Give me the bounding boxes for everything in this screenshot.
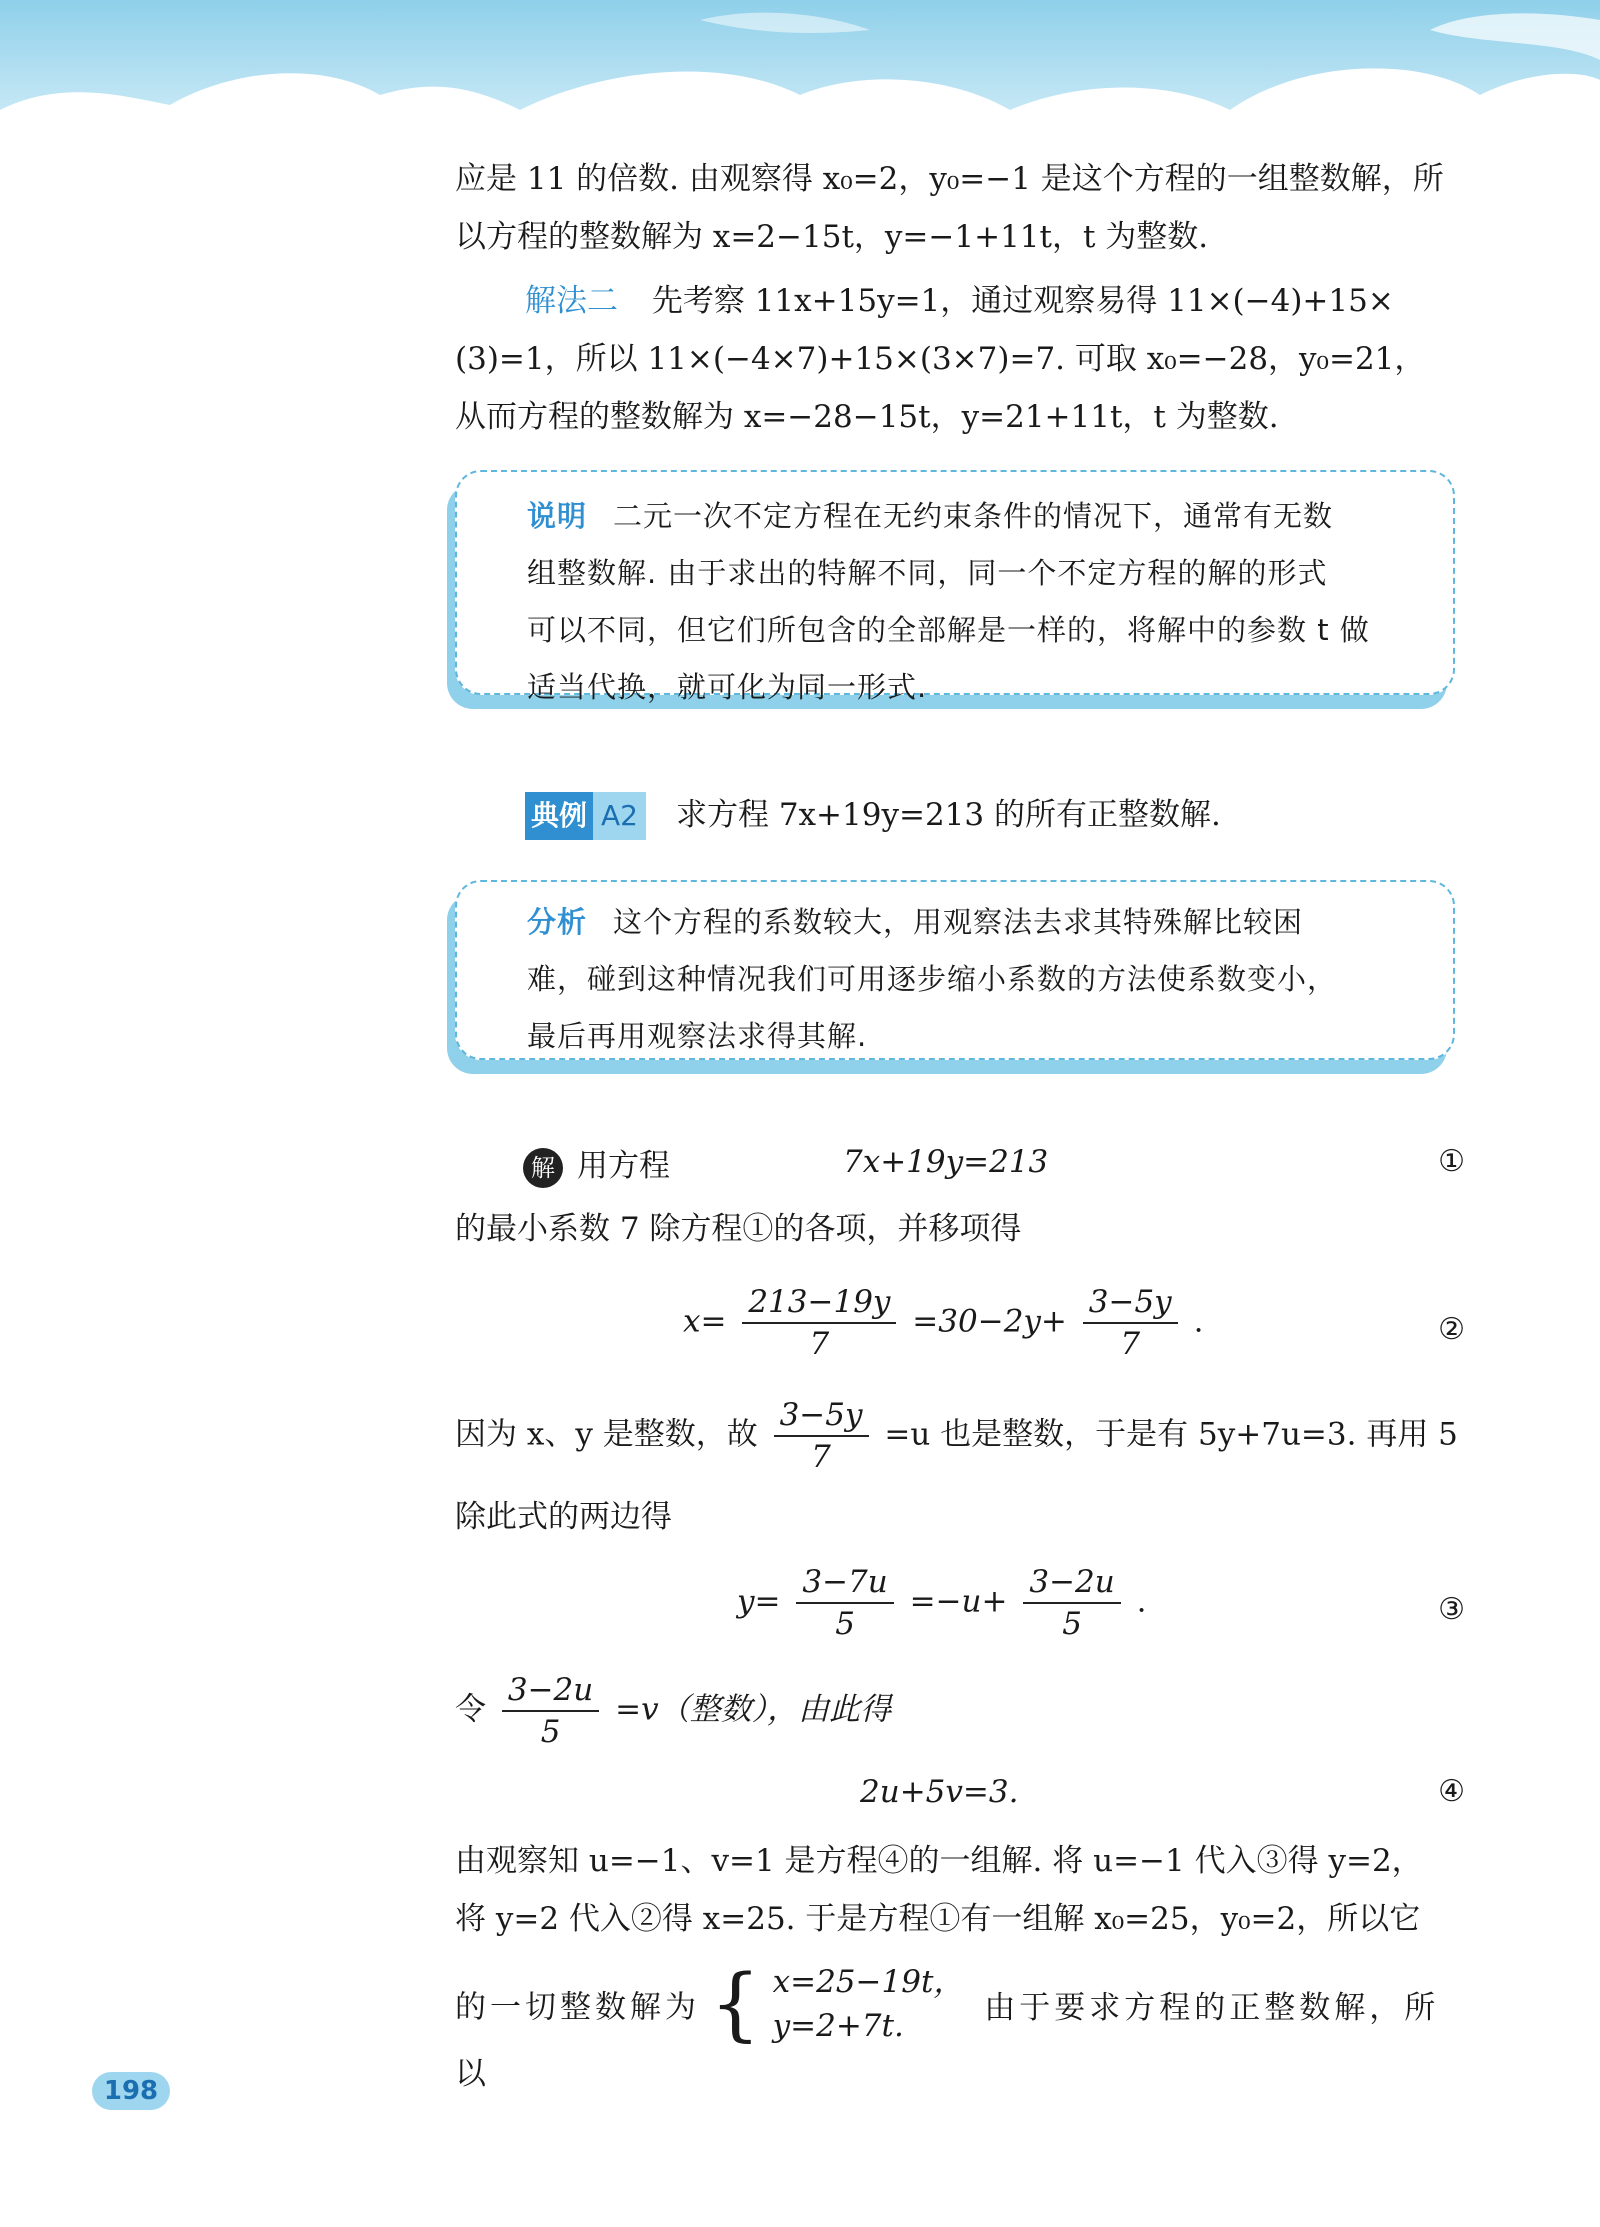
sentence [455,1395,1458,1477]
text-line: 的最小系数 7 除方程①的各项，并移项得 [455,1211,1022,1247]
fraction [1023,1562,1120,1644]
text-line: 由于要求方程的正整数解，所以 [455,1989,1440,2092]
sentence [455,1670,891,1752]
solution-first-line [455,1140,1465,1190]
text-line: 因为 x、y 是整数，故 [455,1416,758,1453]
text-line: 的一切整数解为 [455,1989,700,2026]
text-line: 令 [455,1691,486,1728]
numerator: 213−19y [742,1282,896,1324]
example-question: 求方程 7x+19y=213 的所有正整数解. [675,797,1221,833]
paragraph-method-two [455,272,1465,446]
text-line: 将 y=2 代入②得 x=25. 于是方程①有一组解 x₀=25，y₀=2，所以它 [455,1901,1421,1937]
text-line: 难，碰到这种情况我们可用逐步缩小系数的方法使系数变小， [527,962,1338,996]
text-line: 适当代换，就可化为同一形式. [527,670,928,704]
paragraph-1 [455,150,1465,266]
brace-icon: { [709,1957,761,2050]
text-line: 这个方程的系数较大，用观察法去求其特殊解比较困 [613,905,1304,939]
text-line: 从而方程的整数解为 x=−28−15t，y=21+11t，t 为整数. [455,399,1279,435]
fraction [796,1562,893,1644]
equation-1: 7x+19y=213 [843,1144,1049,1180]
paragraph-final [455,1832,1465,1948]
equation-number-3: ③ [1438,1592,1465,1627]
equation-2 [683,1282,1203,1364]
numerator: 3−5y [774,1395,869,1437]
example-number: A2 [593,792,646,840]
equation-part: =30−2y+ [912,1303,1067,1340]
fraction [742,1282,896,1364]
method-two-label: 解法二 [525,283,618,319]
equation-2-row [455,1282,1465,1372]
equation-3 [737,1562,1146,1644]
fraction [502,1670,599,1752]
text-line: 组整数解. 由于求出的特解不同，同一个不定方程的解的形式 [527,556,1328,590]
equation-part: =−u+ [909,1583,1008,1620]
numerator: 3−7u [796,1562,893,1604]
note-box-explanation [455,470,1455,704]
denominator: 5 [540,1714,561,1750]
equation-part: . [1193,1303,1204,1340]
example-badge: 典例 [525,792,593,840]
note-line-1 [527,488,1413,545]
note-label: 分析 [527,905,588,939]
inline-fraction-line [455,1395,1465,1485]
denominator: 7 [809,1326,830,1362]
equation-4-row [455,1770,1465,1820]
text-line: =v（整数），由此得 [615,1691,892,1728]
text-line: 由观察知 u=−1、v=1 是方程④的一组解. 将 u=−1 代入③得 y=2， [455,1843,1423,1879]
text-line: 二元一次不定方程在无约束条件的情况下，通常有无数 [613,499,1334,533]
text-line: 以方程的整数解为 x=2−15t，y=−1+11t，t 为整数. [455,219,1209,255]
system-line [455,1950,1465,2092]
method-two-first-line [455,272,1465,330]
sentence [455,1957,1465,2093]
denominator: 5 [835,1606,855,1642]
note-label: 说明 [527,499,588,533]
text-line: =u 也是整数，于是有 5y+7u=3. 再用 5 [884,1416,1458,1453]
solution-badge: 解 [523,1148,563,1188]
equation-number-2: ② [1438,1312,1465,1347]
text-line: 最后再用观察法求得其解. [527,1019,868,1053]
text-line: 先考察 11x+15y=1，通过观察易得 11×(−4)+15× [651,283,1394,319]
equation-3-row [455,1562,1465,1652]
equation-part: x= [683,1303,727,1340]
text-line: 用方程 [577,1148,670,1184]
note-box-text [527,894,1413,1065]
note-box-analysis [455,880,1455,1060]
let-line [455,1670,1465,1760]
note-line-1 [527,894,1413,951]
equation-number-1: ① [1438,1144,1465,1179]
equation-part: y= [737,1583,781,1620]
equation-4: 2u+5v=3. [860,1774,1019,1810]
numerator: 3−5y [1083,1282,1178,1324]
text-line: (3)=1，所以 11×(−4×7)+15×(3×7)=7. 可取 x₀=−28，y₀=21， [455,341,1426,377]
equation-system [773,1960,965,2048]
denominator: 7 [1120,1326,1141,1362]
text-line: 除此式的两边得 [455,1499,672,1535]
denominator: 5 [1062,1606,1082,1642]
denominator: 7 [811,1439,831,1475]
text-line: 应是 11 的倍数. 由观察得 x₀=2，y₀=−1 是这个方程的一组整数解，所 [455,161,1444,197]
example-heading [525,792,1221,840]
numerator: 3−2u [1023,1562,1120,1604]
equation-part: . [1136,1583,1147,1620]
text-line: 可以不同，但它们所包含的全部解是一样的，将解中的参数 t 做 [527,613,1370,647]
system-equation: x=25−19t， [772,1964,965,2000]
equation-number-4: ④ [1438,1774,1465,1809]
numerator: 3−2u [502,1670,599,1712]
fraction [1083,1282,1178,1364]
solution-intro [523,1140,670,1188]
fraction [774,1395,869,1477]
note-box-text [527,488,1413,716]
system-equation: y=2+7t. [772,2008,904,2044]
page-number: 198 [92,2072,170,2110]
sky-header [0,0,1600,150]
